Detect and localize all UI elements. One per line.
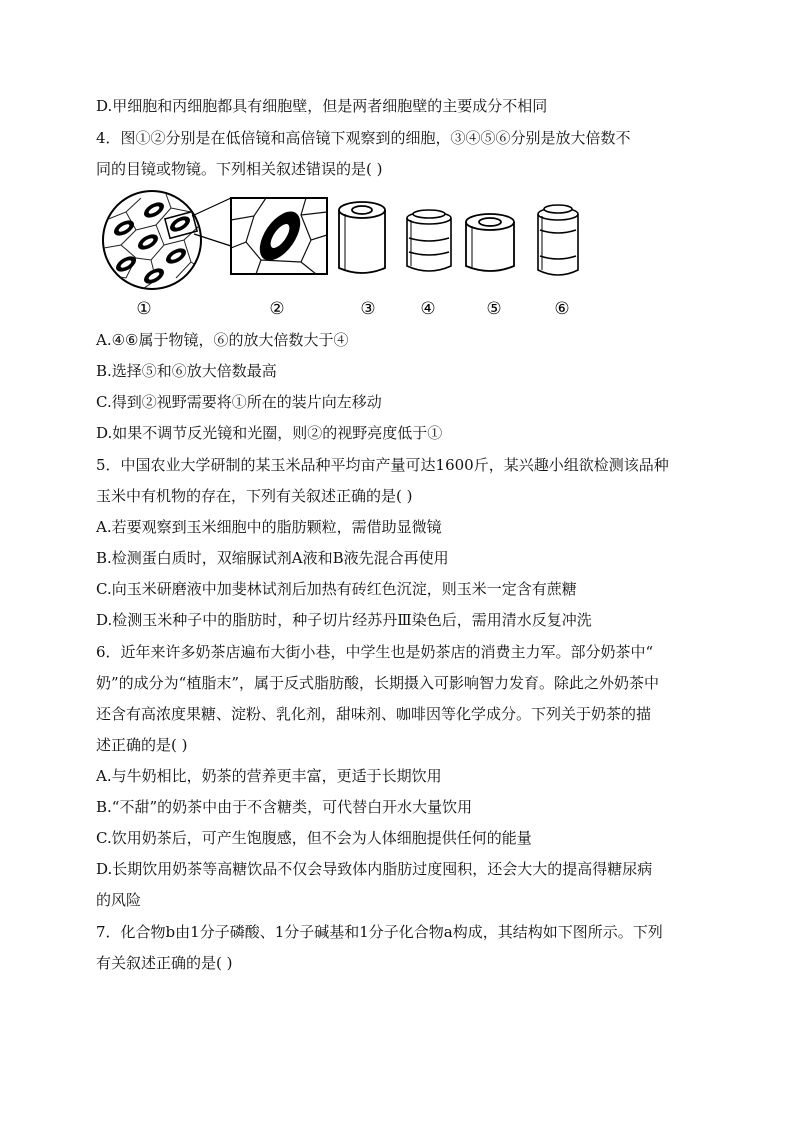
q6-stem-line4: 述正确的是( ) <box>96 736 188 754</box>
q4-stem-line2: 同的目镜或物镜。下列相关叙述错误的是( ) <box>96 160 383 178</box>
high-power-view <box>231 198 327 274</box>
figure-label-6: ⑥ <box>554 299 570 319</box>
q4-option-c: C.得到②视野需要将①所在的装片向左移动 <box>96 393 382 411</box>
q6-option-a: A.与牛奶相比，奶茶的营养更丰富，更适于长期饮用 <box>96 767 442 785</box>
figure-label-3: ③ <box>360 299 376 319</box>
q6-stem-line1: 6．近年来许多奶茶店遍布大街小巷，中学生也是奶茶店的消费主力军。部分奶茶中“ <box>96 643 654 661</box>
q6-option-b: B.“不甜”的奶茶中由于不含糖类，可代替白开水大量饮用 <box>96 798 473 816</box>
q5-option-b: B.检测蛋白质时，双缩脲试剂A液和B液先混合再使用 <box>96 549 449 567</box>
q5-option-d: D.检测玉米种子中的脂肪时，种子切片经苏丹Ⅲ染色后，需用清水反复冲洗 <box>96 611 592 629</box>
eyepiece-3 <box>339 202 385 273</box>
q4-stem-line1: 4．图①②分别是在低倍镜和高倍镜下观察到的细胞，③④⑤⑥分别是放大倍数不 <box>96 129 631 147</box>
q4-option-d: D.如果不调节反光镜和光圈，则②的视野亮度低于① <box>96 424 443 442</box>
q7-stem-line2: 有关叙述正确的是( ) <box>96 954 233 972</box>
q6-option-c: C.饮用奶茶后，可产生饱腹感，但不会为人体细胞提供任何的能量 <box>96 829 532 847</box>
q6-option-d: D.长期饮用奶茶等高糖饮品不仅会导致体内脂肪过度囤积，还会大大的提高得糖尿病 <box>96 860 653 878</box>
microscope-figure-svg <box>96 190 596 322</box>
q3-option-d: D.甲细胞和丙细胞都具有细胞壁，但是两者细胞壁的主要成分不相同 <box>96 97 548 115</box>
figure-label-5: ⑤ <box>486 299 502 319</box>
q5-stem-line2: 玉米中有机物的存在，下列有关叙述正确的是( ) <box>96 487 413 505</box>
objective-6 <box>538 205 578 275</box>
q5-stem-line1: 5．中国农业大学研制的某玉米品种平均亩产量可达1600斤，某兴趣小组欲检测该品种 <box>96 456 669 474</box>
q6-stem-line3: 还含有高浓度果糖、淀粉、乳化剂，甜味剂、咖啡因等化学成分。下列关于奶茶的描 <box>96 705 652 723</box>
low-power-view <box>103 191 231 290</box>
microscope-figure <box>96 190 596 322</box>
q5-option-c: C.向玉米研磨液中加斐林试剂后加热有砖红色沉淀，则玉米一定含有蔗糖 <box>96 580 577 598</box>
q6-option-d-cont: 的风险 <box>96 891 142 909</box>
objective-4 <box>407 210 451 271</box>
figure-label-4: ④ <box>420 299 436 319</box>
figure-label-2: ② <box>269 299 285 319</box>
figure-label-1: ① <box>136 299 152 319</box>
q5-option-a: A.若要观察到玉米细胞中的脂肪颗粒，需借助显微镜 <box>96 518 442 536</box>
q6-stem-line2: 奶”的成分为“植脂末”，属于反式脂肪酸，长期摄入可影响智力发育。除此之外奶茶中 <box>96 674 660 692</box>
q4-option-b: B.选择⑤和⑥放大倍数最高 <box>96 362 277 380</box>
eyepiece-5 <box>466 214 514 271</box>
q7-stem-line1: 7．化合物b由1分子磷酸、1分子碱基和1分子化合物a构成，其结构如下图所示。下列 <box>96 923 663 941</box>
q4-option-a: A.④⑥属于物镜，⑥的放大倍数大于④ <box>96 331 349 349</box>
